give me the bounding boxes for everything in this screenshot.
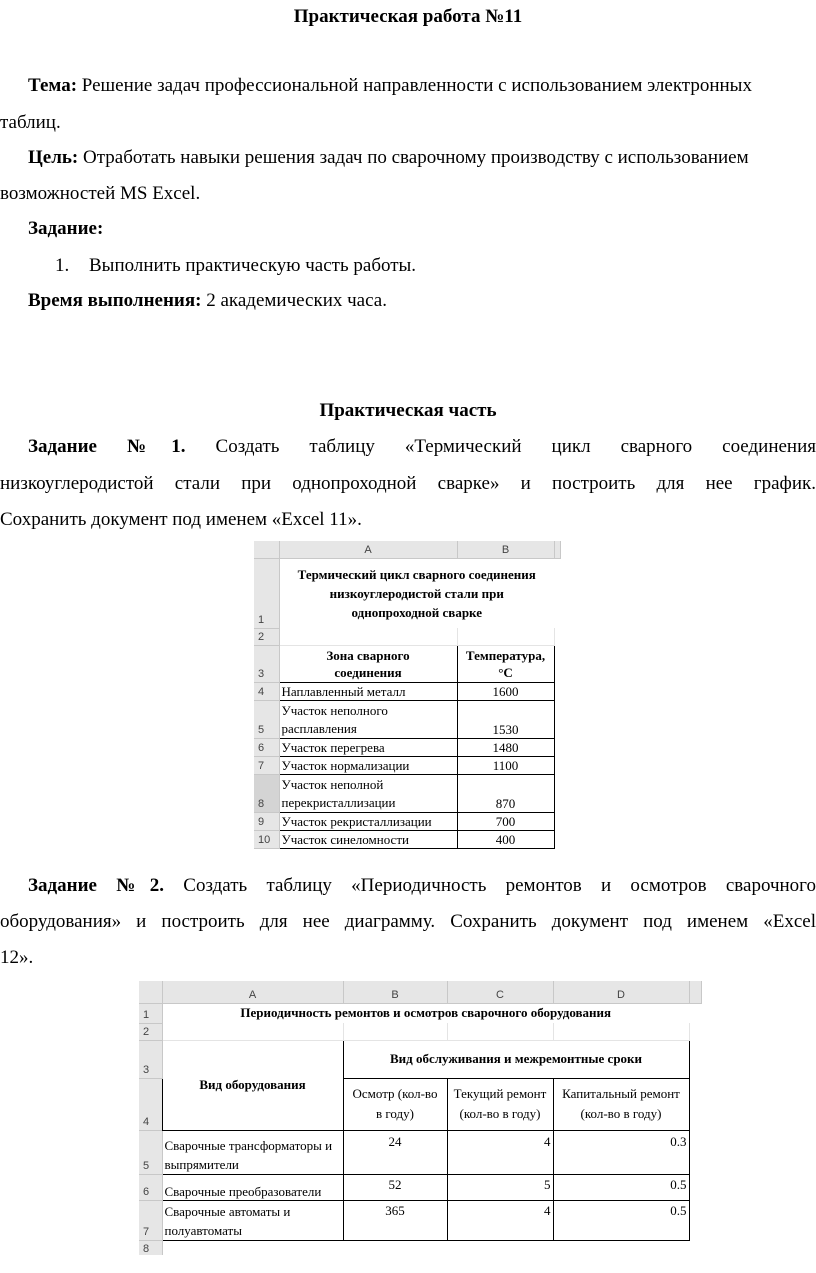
header-temp: Температура, °С — [457, 645, 554, 682]
task1-text: Создать таблицу «Термический цикл сварного соединения — [215, 436, 816, 457]
task1-label: Задание №1. — [28, 436, 186, 457]
row-number: 3 — [254, 645, 279, 682]
temp-cell: 1100 — [457, 756, 554, 774]
row-number: 9 — [254, 812, 279, 830]
row-number: 3 — [139, 1040, 162, 1078]
row-number: 4 — [254, 682, 279, 700]
inspect-cell: 365 — [343, 1200, 447, 1240]
corner-cell — [254, 541, 279, 558]
current-cell: 5 — [447, 1174, 553, 1200]
row-number: 5 — [139, 1130, 162, 1174]
empty-cell — [447, 1023, 553, 1040]
zone-cell: Участок неполного расплавления — [279, 700, 457, 738]
sheet2-title: Периодичность ремонтов и осмотров сварочного оборудования — [240, 1005, 612, 1021]
tema-text-cont: таблиц. — [0, 112, 61, 133]
temp-cell: 700 — [457, 812, 554, 830]
list-item-text: Выполнить практическую часть работы. — [89, 255, 417, 276]
excel-screenshot-1 — [254, 541, 562, 857]
row-number: 8 — [254, 774, 279, 812]
temp-cell: 1530 — [457, 700, 554, 738]
task1-line3: Сохранить документ под именем «Excel 11». — [0, 509, 362, 530]
capital-cell: 0.3 — [553, 1130, 689, 1174]
task2-line1 — [0, 875, 816, 897]
empty-cell — [279, 628, 457, 645]
row-number: 7 — [139, 1200, 162, 1240]
col-header-d: D — [553, 981, 689, 1003]
col-header-extra — [689, 981, 701, 1003]
temp-cell: 1600 — [457, 682, 554, 700]
cel-line — [28, 147, 749, 169]
inspect-cell: 52 — [343, 1174, 447, 1200]
header-service: Вид обслуживания и межремонтные сроки — [343, 1040, 689, 1078]
row-number: 2 — [139, 1023, 162, 1040]
col-header-a: A — [162, 981, 343, 1003]
temp-cell: 870 — [457, 774, 554, 812]
zone-cell: Наплавленный металл — [279, 682, 457, 700]
row-number: 1 — [254, 558, 279, 628]
cel-text-cont: возможностей MS Excel. — [0, 183, 201, 204]
zone-cell: Участок нормализации — [279, 756, 457, 774]
row-number: 2 — [254, 628, 279, 645]
list-number: 1. — [55, 255, 70, 276]
zone-cell: Участок рекристаллизации — [279, 812, 457, 830]
equipment-cell: Сварочные преобразователи — [162, 1174, 343, 1200]
tema-line — [28, 75, 752, 97]
zone-cell: Участок перегрева — [279, 738, 457, 756]
tema-label: Тема: — [28, 75, 78, 96]
current-cell: 4 — [447, 1200, 553, 1240]
inspect-cell: 24 — [343, 1130, 447, 1174]
empty-cell — [553, 1023, 689, 1040]
capital-cell: 0.5 — [553, 1174, 689, 1200]
equipment-cell: Сварочные трансформаторы и выпрямители — [162, 1130, 343, 1174]
task1-line2: низкоуглеродистой стали при однопроходной сварке» и построить для нее график. — [0, 473, 816, 494]
row-number: 6 — [254, 738, 279, 756]
tema-text: Решение задач профессиональной направленности с использованием электронных — [81, 75, 752, 96]
temp-cell: 1480 — [457, 738, 554, 756]
task2-line3: 12». — [0, 947, 34, 968]
cel-label: Цель: — [28, 147, 79, 168]
header-zone: Зона сварного соединения — [279, 645, 457, 682]
row-number: 5 — [254, 700, 279, 738]
row-number: 4 — [139, 1078, 162, 1130]
row-number: 8 — [139, 1240, 162, 1255]
row-number: 1 — [139, 1003, 162, 1023]
sheet1-title: Термический цикл сварного соединения низкоуглеродистой стали при однопроходной сварке — [297, 566, 536, 620]
empty-cell — [457, 628, 554, 645]
list-item — [55, 255, 416, 277]
row-number: 10 — [254, 830, 279, 848]
header-equipment: Вид оборудования — [162, 1040, 343, 1130]
task1-line1 — [0, 436, 816, 458]
row-number: 6 — [139, 1174, 162, 1200]
col-header-b: B — [457, 541, 554, 558]
excel-screenshot-2 — [139, 981, 703, 1255]
empty-cell — [343, 1023, 447, 1040]
header-inspect: Осмотр (кол-во в году) — [343, 1078, 447, 1130]
zadanie-label: Задание: — [28, 218, 104, 239]
equipment-cell: Сварочные автоматы и полуавтоматы — [162, 1200, 343, 1240]
current-cell: 4 — [447, 1130, 553, 1174]
col-header-c: C — [447, 981, 553, 1003]
header-current: Текущий ремонт (кол-во в году) — [447, 1078, 553, 1130]
col-header-a: A — [279, 541, 457, 558]
col-header-extra — [554, 541, 560, 558]
task2-text: Создать таблицу «Периодичность ремонтов и осмотров сварочного — [183, 875, 816, 896]
header-capital: Капитальный ремонт (кол-во в году) — [553, 1078, 689, 1130]
zone-cell: Участок неполной перекристаллизации — [279, 774, 457, 812]
time-label: Время выполнения: — [28, 290, 202, 311]
empty-cell — [162, 1023, 343, 1040]
page-title: Практическая работа №11 — [293, 6, 523, 27]
temp-cell: 400 — [457, 830, 554, 848]
task2-line2: оборудования» и построить для нее диаграмму. Сохранить документ под именем «Excel — [0, 911, 816, 932]
practice-heading: Практическая часть — [319, 400, 497, 421]
col-header-b: B — [343, 981, 447, 1003]
zone-cell: Участок синеломности — [279, 830, 457, 848]
capital-cell: 0.5 — [553, 1200, 689, 1240]
row-number: 7 — [254, 756, 279, 774]
time-text: 2 академических часа. — [206, 290, 387, 311]
cel-text: Отработать навыки решения задач по сварочному производству с использованием — [83, 147, 749, 168]
corner-cell — [139, 981, 162, 1003]
task2-label: Задание №2. — [28, 875, 165, 896]
time-line — [28, 290, 387, 312]
